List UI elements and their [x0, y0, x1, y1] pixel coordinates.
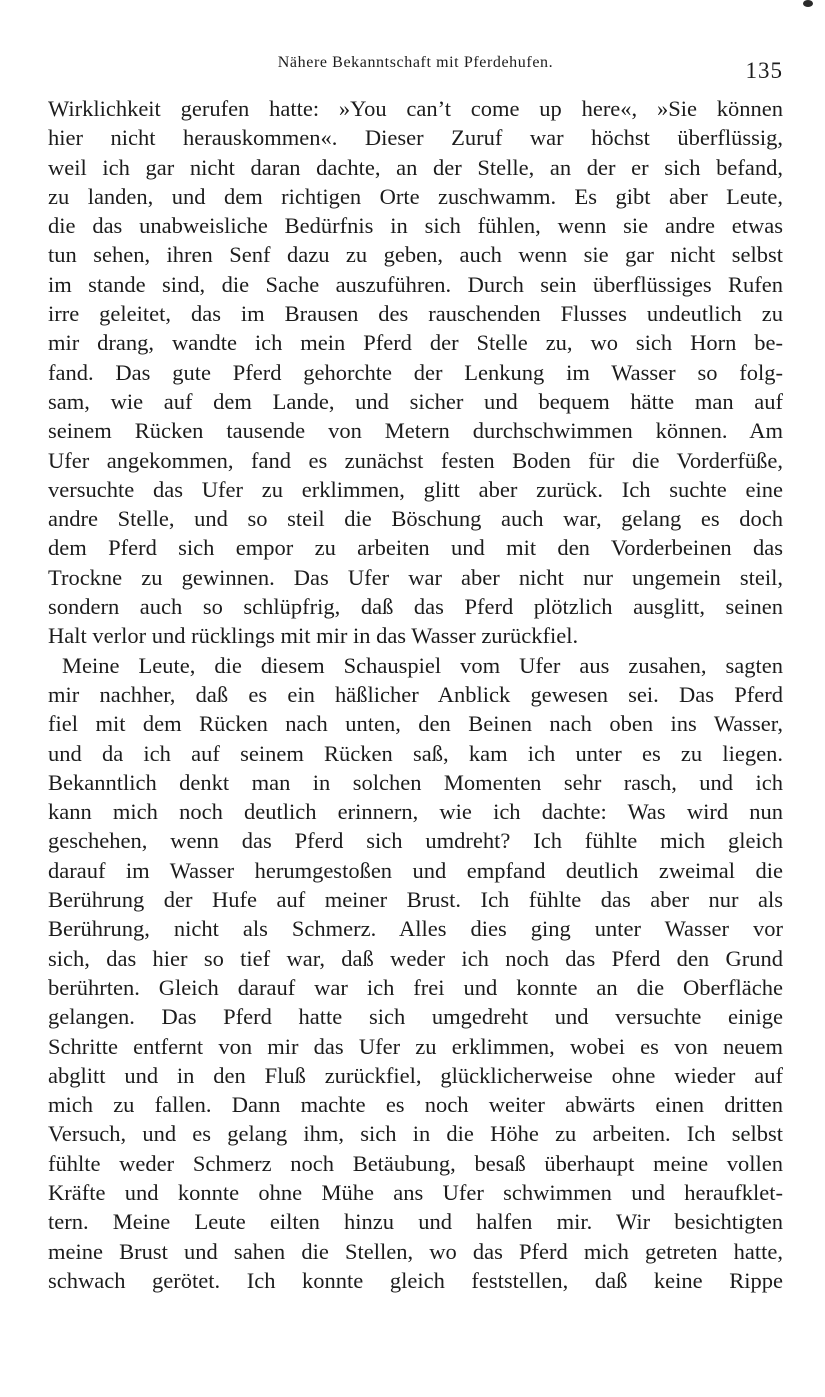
page-number: 135	[745, 58, 783, 83]
text-line: fiel mit dem Rücken nach unten, den Beinen nach oben ins Wasser,	[48, 711, 783, 737]
text-line: Ufer angekommen, fand es zunächst festen Boden für die Vorderfüße,	[48, 447, 783, 473]
text-line: zu landen, und dem richtigen Orte zuschwamm. Es gibt aber Leute,	[48, 183, 783, 209]
body-text	[48, 94, 783, 1295]
paragraph-start-line: Meine Leute, die diesem Schauspiel vom Ufer aus zusahen, sagten	[62, 652, 783, 678]
text-line: tun sehen, ihren Senf dazu zu geben, auch wenn sie gar nicht selbst	[48, 242, 783, 268]
text-line: schwach gerötet. Ich konnte gleich feststellen, daß keine Rippe	[48, 1267, 783, 1293]
text-line: seinem Rücken tausende von Metern durchschwimmen können. Am	[48, 418, 783, 444]
text-line: Berührung der Hufe auf meiner Brust. Ich fühlte das aber nur als	[48, 887, 783, 913]
text-line: Schritte entfernt von mir das Ufer zu erklimmen, wobei es von neuem	[48, 1033, 783, 1059]
text-line: andre Stelle, und so steil die Böschung auch war, gelang es doch	[48, 506, 783, 532]
text-line: mich zu fallen. Dann machte es noch weiter abwärts einen dritten	[48, 1092, 783, 1118]
text-line: weil ich gar nicht daran dachte, an der Stelle, an der er sich befand,	[48, 154, 783, 180]
text-line: fühlte weder Schmerz noch Betäubung, besaß überhaupt meine vollen	[48, 1150, 783, 1176]
text-line: Trockne zu gewinnen. Das Ufer war aber nicht nur ungemein steil,	[48, 564, 783, 590]
text-line: im stande sind, die Sache auszuführen. Durch sein überflüssiges Rufen	[48, 271, 783, 297]
text-line: irre geleitet, das im Brausen des rauschenden Flusses undeutlich zu	[48, 301, 783, 327]
text-line: und da ich auf seinem Rücken saß, kam ich unter es zu liegen.	[48, 740, 783, 766]
text-line: geschehen, wenn das Pferd sich umdreht? Ich fühlte mich gleich	[48, 828, 783, 854]
text-line: Versuch, und es gelang ihm, sich in die Höhe zu arbeiten. Ich selbst	[48, 1121, 783, 1147]
paragraph-end-line: Halt verlor und rücklings mit mir in das Wasser zurückfiel.	[48, 623, 579, 649]
text-line: gelangen. Das Pferd hatte sich umgedreht und versuchte einige	[48, 1004, 783, 1030]
text-line: abglitt und in den Fluß zurückfiel, glücklicherweise ohne wieder auf	[48, 1062, 783, 1088]
text-line: berührten. Gleich darauf war ich frei und konnte an die Oberfläche	[48, 974, 783, 1000]
text-line: fand. Das gute Pferd gehorchte der Lenkung im Wasser so folg-	[48, 359, 783, 385]
text-line: sondern auch so schlüpfrig, daß das Pferd plötzlich ausglitt, seinen	[48, 594, 783, 620]
text-line: dem Pferd sich empor zu arbeiten und mit den Vorderbeinen das	[48, 535, 783, 561]
text-line: die das unabweisliche Bedürfnis in sich fühlen, wenn sie andre etwas	[48, 213, 783, 239]
page-header	[48, 48, 783, 82]
text-line: sam, wie auf dem Lande, und sicher und bequem hätte man auf	[48, 388, 783, 414]
text-line: Berührung, nicht als Schmerz. Alles dies ging unter Wasser vor	[48, 916, 783, 942]
text-line: kann mich noch deutlich erinnern, wie ich dachte: Was wird nun	[48, 799, 783, 825]
text-line: Bekanntlich denkt man in solchen Momenten sehr rasch, und ich	[48, 769, 783, 795]
text-line: mir nachher, daß es ein häßlicher Anblick gewesen sei. Das Pferd	[48, 681, 783, 707]
text-line: meine Brust und sahen die Stellen, wo das Pferd mich getreten hatte,	[48, 1238, 783, 1264]
text-line: Kräfte und konnte ohne Mühe ans Ufer schwimmen und heraufklet-	[48, 1179, 783, 1205]
running-title: Nähere Bekanntschaft mit Pferdehufen.	[277, 54, 554, 71]
text-line: darauf im Wasser herumgestoßen und empfand deutlich zweimal die	[48, 857, 783, 883]
text-line: mir drang, wandte ich mein Pferd der Stelle zu, wo sich Horn be-	[48, 330, 783, 356]
text-line: sich, das hier so tief war, daß weder ich noch das Pferd den Grund	[48, 945, 783, 971]
text-line: hier nicht herauskommen«. Dieser Zuruf war höchst überflüssig,	[48, 125, 783, 151]
ink-speck	[803, 0, 813, 7]
text-line: Wirklichkeit gerufen hatte: »You can’t come up here«, »Sie können	[48, 96, 783, 121]
text-line: tern. Meine Leute eilten hinzu und halfen mir. Wir besichtigten	[48, 1209, 783, 1235]
text-line: versuchte das Ufer zu erklimmen, glitt aber zurück. Ich suchte eine	[48, 476, 783, 502]
